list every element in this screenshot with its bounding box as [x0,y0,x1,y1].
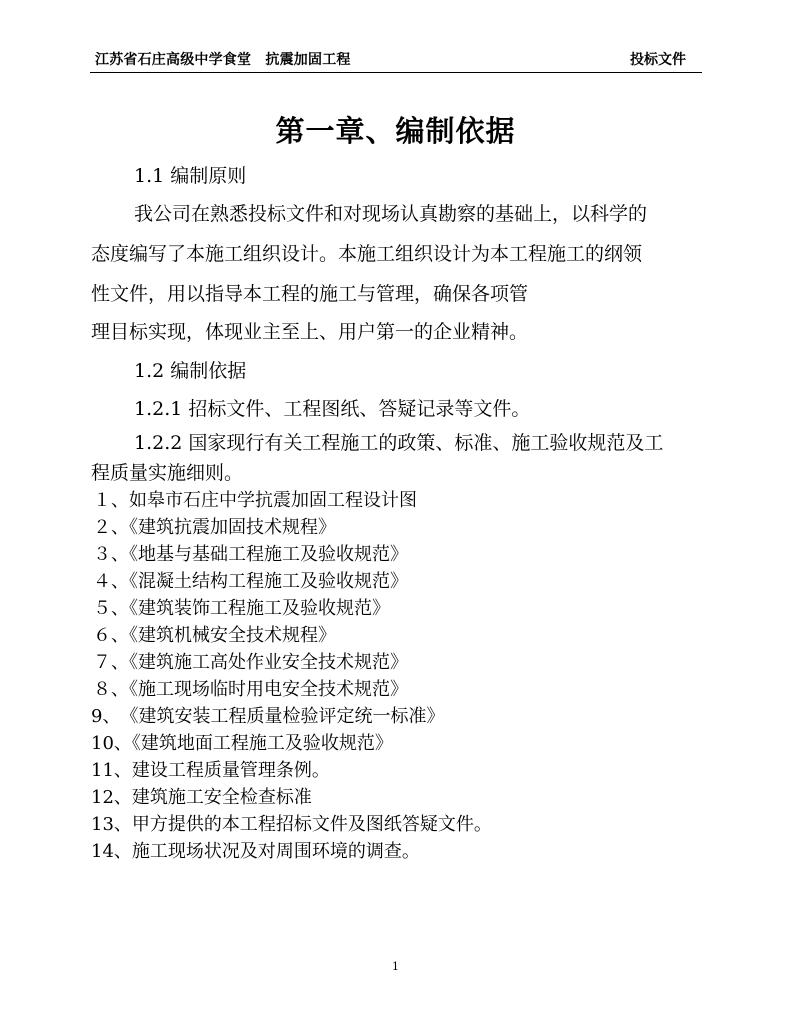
list-item: 11、建设工程质量管理条例。 [91,760,330,781]
list-item: ２、《建筑抗震加固技术规程》 [93,517,336,538]
section-1-1-heading: 1.1 编制原则 [134,165,247,187]
header-project-name: 江苏省石庄高级中学食堂 抗震加固工程 [95,52,351,68]
page-number: 1 [392,960,399,973]
item-1-2-2-line: 程质量实施细则。 [91,462,244,484]
paragraph-line: 性文件，用以指导本工程的施工与管理，确保各项管 [91,283,529,305]
paragraph-line: 态度编写了本施工组织设计。本施工组织设计为本工程施工的纲领 [91,243,643,265]
list-item: 10、《建筑地面工程施工及验收规范》 [91,733,393,754]
item-1-2-1: 1.2.1 招标文件、工程图纸、答疑记录等文件。 [134,398,531,420]
list-item: ５、《建筑装饰工程施工及验收规范》 [93,598,390,619]
list-item: 12、建筑施工安全检查标准 [91,787,312,808]
list-item: ４、《混凝土结构工程施工及验收规范》 [93,571,408,592]
list-item: １、如皋市石庄中学抗震加固工程设计图 [93,490,417,511]
list-item: 9、 《建筑安装工程质量检验评定统一标准》 [91,706,445,727]
chapter-title: 第一章、编制依据 [275,114,516,148]
list-item: ６、《建筑机械安全技术规程》 [93,625,336,646]
list-item: 14、施工现场状况及对周围环境的调查。 [91,841,420,862]
list-item: ８、《施工现场临时用电安全技术规范》 [93,679,408,700]
header-divider [90,72,702,73]
list-item: ７、《建筑施工高处作业安全技术规范》 [93,652,408,673]
list-item: ３、《地基与基础工程施工及验收规范》 [93,544,408,565]
paragraph-line: 理目标实现，体现业主至上、用户第一的企业精神。 [91,321,529,343]
section-1-2-heading: 1.2 编制依据 [134,360,247,382]
header-document-type: 投标文件 [630,52,686,68]
list-item: 13、甲方提供的本工程招标文件及图纸答疑文件。 [91,814,492,835]
paragraph-line: 我公司在熟悉投标文件和对现场认真勘察的基础上，以科学的 [134,203,648,225]
item-1-2-2-line: 1.2.2 国家现行有关工程施工的政策、标准、施工验收规范及工 [134,432,664,454]
